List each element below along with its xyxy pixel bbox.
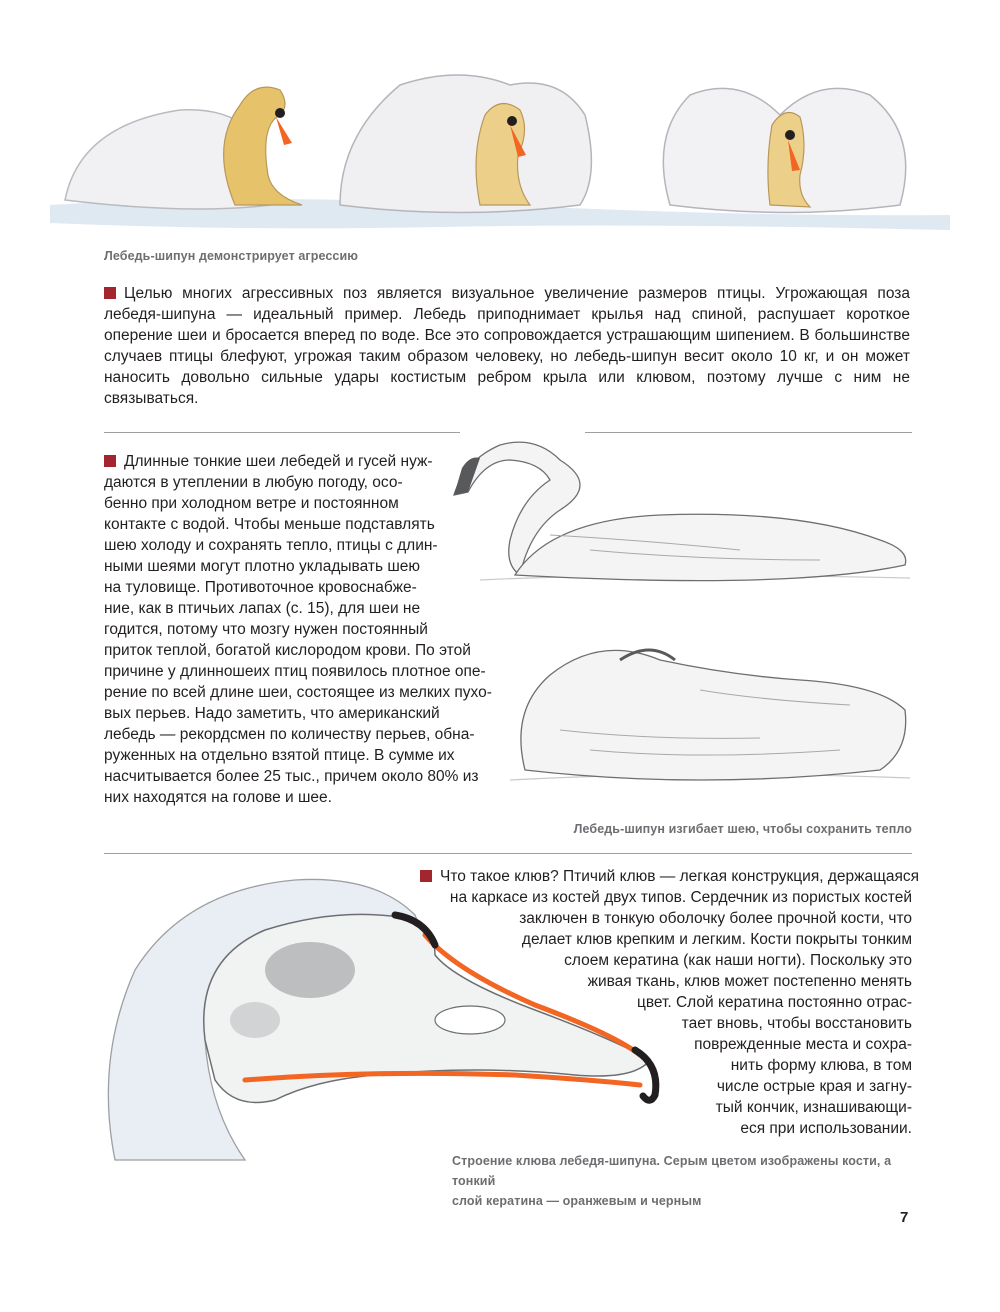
paragraph-neck-line: шею холоду и сохранять тепло, птицы с длин- <box>104 537 438 554</box>
paragraph-neck-line: бенно при холодном ветре и постоянном <box>104 495 399 512</box>
paragraph-beak <box>420 866 920 1139</box>
caption-neck: Лебедь-шипун изгибает шею, чтобы сохранить тепло <box>573 822 912 836</box>
paragraph-aggression <box>104 283 910 409</box>
bullet-square <box>420 870 432 882</box>
paragraph-beak-line: нить форму клюва, в том <box>730 1057 912 1074</box>
divider-left <box>104 432 460 433</box>
paragraph-beak-line: Что такое клюв? Птичий клюв — легкая конструкция, держащаяся <box>440 868 920 885</box>
caption-aggression: Лебедь-шипун демонстрирует агрессию <box>104 249 359 263</box>
caption-beak-line: Строение клюва лебедя-шипуна. Серым цветом изображены кости, а тонкий <box>452 1154 892 1188</box>
paragraph-neck-line: контакте с водой. Чтобы меньше подставлять <box>104 516 435 533</box>
bullet-square <box>104 287 116 299</box>
swan-neck-raised-illustration <box>440 400 920 610</box>
divider-full <box>104 853 912 854</box>
paragraph-neck-line: руженных на отдельно взятой птице. В сумме их <box>104 747 455 764</box>
paragraph-neck-line: приток теплой, богатой кислородом крови. По этой <box>104 642 471 659</box>
paragraph-beak-line: живая ткань, клюв может постепенно менять <box>587 973 912 990</box>
paragraph-neck-line: на туловище. Противоточное кровоснабже- <box>104 579 417 596</box>
swan-neck-folded-illustration <box>500 620 920 810</box>
caption-beak <box>452 1151 922 1211</box>
page-number: 7 <box>900 1209 909 1226</box>
paragraph-beak-line: заключен в тонкую оболочку более прочной кости, что <box>519 910 912 927</box>
paragraph-beak-line: тает вновь, чтобы восстановить <box>681 1015 912 1032</box>
paragraph-neck-line: насчитывается более 25 тыс., причем около 80% из <box>104 768 479 785</box>
paragraph-beak-line: поврежденные места и сохра- <box>694 1036 912 1053</box>
paragraph-neck-line: ными шеями могут плотно укладывать шею <box>104 558 421 575</box>
paragraph-beak-line: еся при использовании. <box>740 1120 912 1137</box>
paragraph-neck-line: даются в утеплении в любую погоду, осо- <box>104 474 403 491</box>
swan-3 <box>663 88 905 212</box>
paragraph-neck-line: них находятся на голове и шее. <box>104 789 332 806</box>
paragraph-neck-line: вых перьев. Надо заметить, что американский <box>104 705 440 722</box>
paragraph-neck-line: ние, как в птичьих лапах (с. 15), для шеи не <box>104 600 421 617</box>
swans-aggression-illustration <box>40 55 960 255</box>
paragraph-neck-line: причине у длинношеих птиц появилось плотное опе- <box>104 663 486 680</box>
swan-2 <box>340 75 591 213</box>
paragraph-neck <box>104 451 492 808</box>
caption-beak-line: слой кератина — оранжевым и черным <box>452 1194 702 1208</box>
paragraph-neck-line: лебедь — рекордсмен по количеству перьев, обна- <box>104 726 475 743</box>
paragraph-beak-line: делает клюв крепким и легким. Кости покрыты тонким <box>521 931 912 948</box>
paragraph-beak-line: числе острые края и загну- <box>716 1078 912 1095</box>
paragraph-beak-line: на каркасе из костей двух типов. Сердечник из пористых костей <box>449 889 912 906</box>
paragraph-neck-line: годится, потому что мозгу нужен постоянный <box>104 621 428 638</box>
paragraph-aggression-text: Целью многих агрессивных поз является визуальное увеличение размеров птицы. Угрожающая поза лебедя-шипуна — идеальный пример. Лебедь приподнимает крылья над спиной, распушает короткое оперение шеи и бросается вперед по воде. Все это сопровождается устрашающим шипением. В большинстве случаев птицы блефуют, угрожая таким образом человеку, но лебедь-шипун весит около 10 кг, и он может наносить довольно сильные удары костистым ребром крыла или клювом, поэтому лучше с ним не связываться. <box>104 285 910 407</box>
bullet-square <box>104 455 116 467</box>
paragraph-beak-line: слоем кератина (как наши ногти). Поскольку это <box>564 952 912 969</box>
paragraph-neck-line: рение по всей длине шеи, состоящее из мелких пухо- <box>104 684 492 701</box>
paragraph-neck-line: Длинные тонкие шеи лебедей и гусей нуж- <box>124 453 433 470</box>
swan-1 <box>65 87 302 209</box>
paragraph-beak-line: тый кончик, изнашивающи- <box>715 1099 912 1116</box>
paragraph-beak-line: цвет. Слой кератина постоянно отрас- <box>636 994 912 1011</box>
